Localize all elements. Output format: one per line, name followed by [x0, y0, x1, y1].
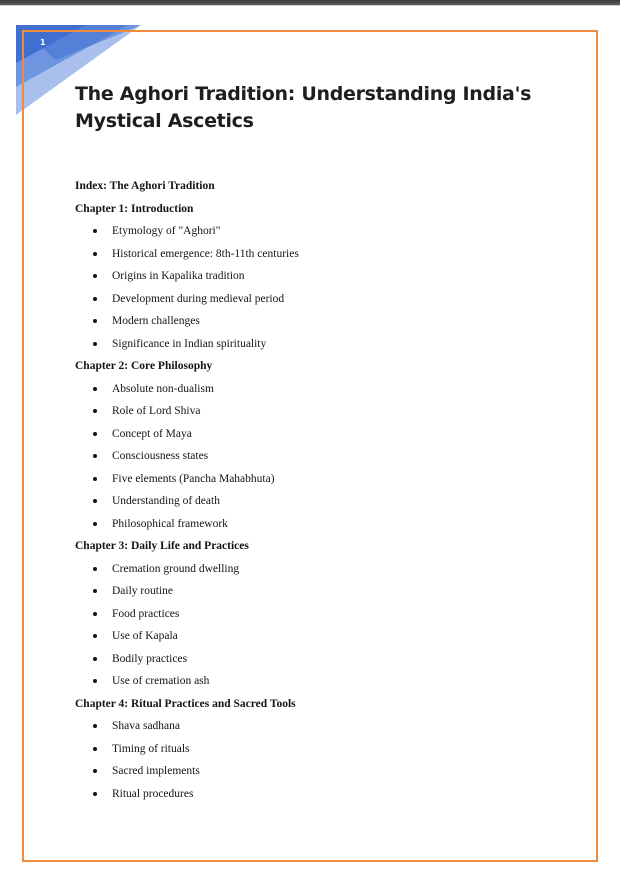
list-item [75, 742, 555, 765]
list-item [75, 382, 555, 405]
list-item-text: Sacred implements [112, 765, 200, 777]
list-item-text: Daily routine [112, 585, 173, 597]
list-item [75, 674, 555, 697]
bullet-icon [93, 274, 97, 278]
list-item [75, 629, 555, 652]
list-item-text: Bodily practices [112, 652, 188, 665]
chapter-heading: Chapter 3: Daily Life and Practices [75, 540, 249, 552]
window-top-bar [0, 0, 620, 6]
chapter-1 [75, 202, 555, 360]
bullet-icon [93, 769, 97, 773]
bullet-icon [93, 724, 97, 728]
bullet-icon [93, 229, 97, 233]
bullet-icon [93, 522, 97, 526]
list-item [75, 787, 555, 810]
list-item [75, 314, 555, 337]
list-item [75, 292, 555, 315]
page-number: 1 [40, 38, 46, 47]
list-item-text: Development during medieval period [112, 292, 285, 305]
bullet-icon [93, 679, 97, 683]
list-item [75, 652, 555, 675]
chapter-2 [75, 359, 555, 539]
chapter-3 [75, 539, 555, 697]
bullet-icon [93, 454, 97, 458]
list-item-text: Concept of Maya [112, 427, 192, 440]
document-title: The Aghori Tradition: Understanding India's Mystical Ascetics [75, 83, 532, 132]
chapter-heading: Chapter 4: Ritual Practices and Sacred Tools [75, 697, 296, 710]
list-item [75, 517, 555, 540]
list-item [75, 269, 555, 292]
list-item [75, 764, 555, 787]
list-item-text: Absolute non-dualism [112, 382, 214, 395]
list-item-text: Use of Kapala [112, 630, 178, 642]
list-item [75, 607, 555, 630]
bullet-icon [93, 589, 97, 593]
bullet-icon [93, 477, 97, 481]
list-item [75, 449, 555, 472]
list-item-text: Modern challenges [112, 315, 200, 327]
list-item-text: Use of cremation ash [112, 675, 210, 687]
chapter-item-list [75, 382, 555, 540]
list-item-text: Significance in Indian spirituality [112, 337, 267, 350]
index-section [75, 179, 555, 809]
bullet-icon [93, 612, 97, 616]
bullet-icon [93, 342, 97, 346]
bullet-icon [93, 634, 97, 638]
chapter-item-list [75, 224, 555, 359]
list-item-text: Etymology of "Aghori" [112, 225, 221, 237]
list-item [75, 224, 555, 247]
bullet-icon [93, 657, 97, 661]
bullet-icon [93, 499, 97, 503]
chapter-4 [75, 697, 555, 810]
bullet-icon [93, 387, 97, 391]
bullet-icon [93, 409, 97, 413]
list-item-text: Five elements (Pancha Mahabhuta) [112, 472, 275, 485]
list-item [75, 719, 555, 742]
list-item [75, 472, 555, 495]
chapter-heading: Chapter 1: Introduction [75, 202, 194, 215]
list-item-text: Philosophical framework [112, 517, 228, 530]
bullet-icon [93, 319, 97, 323]
list-item-text: Understanding of death [112, 495, 220, 507]
list-item-text: Cremation ground dwelling [112, 562, 240, 575]
bullet-icon [93, 792, 97, 796]
list-item-text: Ritual procedures [112, 787, 194, 800]
list-item-text: Shava sadhana [112, 720, 181, 732]
list-item [75, 337, 555, 360]
bullet-icon [93, 297, 97, 301]
list-item-text: Food practices [112, 607, 180, 620]
list-item [75, 562, 555, 585]
list-item [75, 494, 555, 517]
list-item-text: Timing of rituals [112, 742, 190, 755]
bullet-icon [93, 432, 97, 436]
list-item-text: Historical emergence: 8th-11th centuries [112, 247, 299, 260]
list-item-text: Role of Lord Shiva [112, 405, 201, 417]
bullet-icon [93, 747, 97, 751]
list-item [75, 247, 555, 270]
index-heading: Index: The Aghori Tradition [75, 180, 215, 192]
bullet-icon [93, 567, 97, 571]
list-item-text: Consciousness states [112, 450, 209, 462]
chapter-item-list [75, 719, 555, 809]
list-item [75, 404, 555, 427]
chapter-item-list [75, 562, 555, 697]
list-item [75, 427, 555, 450]
bullet-icon [93, 252, 97, 256]
list-item-text: Origins in Kapalika tradition [112, 270, 245, 282]
chapter-heading: Chapter 2: Core Philosophy [75, 360, 213, 372]
list-item [75, 584, 555, 607]
